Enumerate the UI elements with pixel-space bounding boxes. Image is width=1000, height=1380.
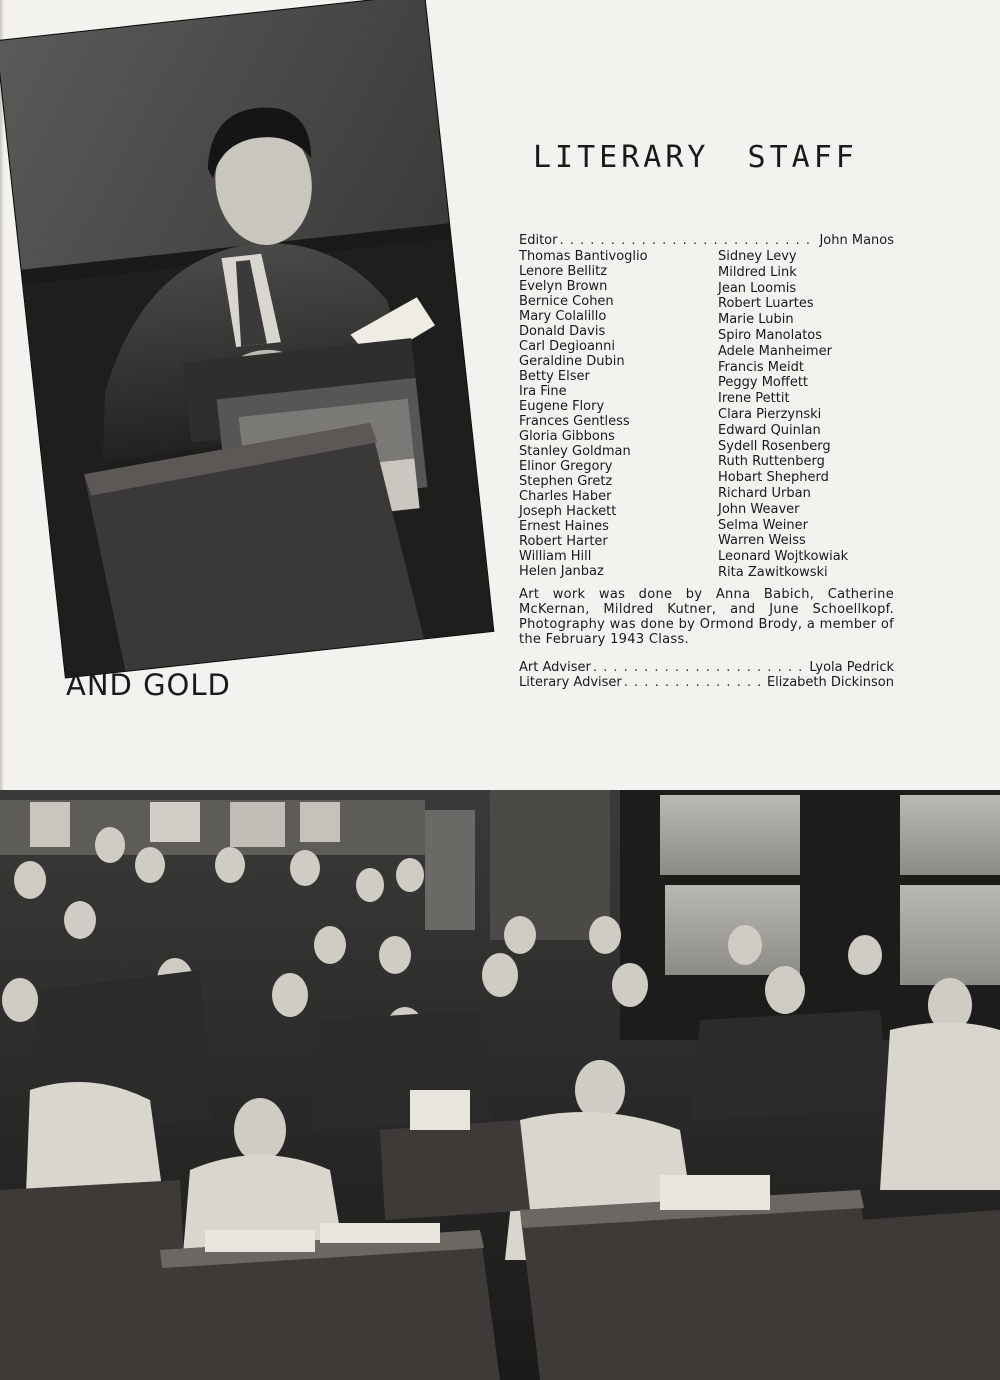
- list-item: Sidney Levy: [718, 249, 797, 264]
- editor-line: [519, 233, 894, 248]
- list-item: William Hill: [519, 549, 592, 564]
- list-item: Hobart Shepherd: [718, 470, 829, 486]
- list-item: Marie Lubin: [718, 312, 794, 328]
- advisers-block: [519, 660, 894, 690]
- list-item: Carl Degioanni: [519, 339, 616, 354]
- art-adviser-line: [519, 660, 894, 675]
- list-item: Irene Pettit: [718, 391, 790, 407]
- list-item: Ernest Haines: [519, 519, 609, 534]
- section-caption: AND GOLD: [66, 668, 231, 702]
- list-item: Stanley Goldman: [519, 444, 631, 459]
- list-item: Bernice Cohen: [519, 294, 614, 309]
- list-item: Leonard Wojtkowiak: [718, 549, 849, 565]
- list-item: Francis Meidt: [718, 359, 804, 375]
- literary-adviser-line: [519, 675, 894, 690]
- list-item: Peggy Moffett: [718, 375, 809, 391]
- editor-photo: [0, 0, 493, 677]
- list-item: Betty Elser: [519, 369, 590, 384]
- staff-listing: [519, 233, 894, 690]
- list-item: John Weaver: [718, 501, 800, 517]
- list-item: Sydell Rosenberg: [718, 438, 831, 454]
- list-item: Selma Weiner: [718, 517, 808, 533]
- art-adviser-label: Art Adviser: [519, 659, 591, 675]
- list-item: Clara Pierzynski: [718, 406, 822, 422]
- classroom-photo: [0, 790, 1000, 1380]
- literary-adviser-name: Elizabeth Dickinson: [766, 674, 894, 690]
- list-item: Thomas Bantivoglio: [519, 249, 648, 264]
- list-item: Evelyn Brown: [519, 279, 608, 294]
- staff-columns: [519, 249, 894, 581]
- list-item: Ira Fine: [519, 384, 567, 399]
- dot-leader: [624, 675, 765, 690]
- list-item: Adele Manheimer: [718, 343, 832, 359]
- dot-leader: [593, 660, 808, 675]
- list-item: Spiro Manolatos: [718, 327, 823, 343]
- list-item: Rita Zawitkowski: [718, 564, 828, 580]
- list-item: Eugene Flory: [519, 399, 605, 414]
- list-item: Robert Harter: [519, 534, 608, 549]
- list-item: Helen Janbaz: [519, 564, 604, 579]
- list-item: Richard Urban: [718, 485, 811, 501]
- literary-adviser-label: Literary Adviser: [519, 674, 622, 690]
- list-item: Stephen Gretz: [519, 474, 613, 489]
- list-item: Robert Luartes: [718, 296, 814, 312]
- list-item: Mary Colalillo: [519, 309, 607, 324]
- list-item: Ruth Ruttenberg: [718, 454, 825, 470]
- list-item: Edward Quinlan: [718, 422, 821, 438]
- dot-leader: [559, 233, 817, 248]
- editor-name: John Manos: [819, 233, 894, 248]
- list-item: Jean Loomis: [718, 280, 797, 296]
- list-item: Frances Gentless: [519, 414, 630, 429]
- editor-label: Editor: [519, 233, 558, 248]
- list-item: Lenore Bellitz: [519, 264, 608, 279]
- list-item: Joseph Hackett: [519, 504, 617, 519]
- page-title: LITERARY STAFF: [533, 140, 858, 175]
- list-item: Charles Haber: [519, 489, 612, 504]
- list-item: Elinor Gregory: [519, 459, 613, 474]
- credits-paragraph: Art work was done by Anna Babich, Catherine McKernan, Mildred Kutner, and June Schoellkopf. Photography was done by Ormond Brody, a member of the February 1943 Class.: [519, 586, 894, 647]
- list-item: Mildred Link: [718, 264, 797, 280]
- list-item: Geraldine Dubin: [519, 354, 625, 369]
- staff-column-right: [718, 249, 894, 581]
- list-item: Gloria Gibbons: [519, 429, 615, 444]
- staff-column-left: [519, 249, 718, 581]
- list-item: Donald Davis: [519, 324, 606, 339]
- list-item: Warren Weiss: [718, 533, 806, 549]
- art-adviser-name: Lyola Pedrick: [809, 659, 894, 675]
